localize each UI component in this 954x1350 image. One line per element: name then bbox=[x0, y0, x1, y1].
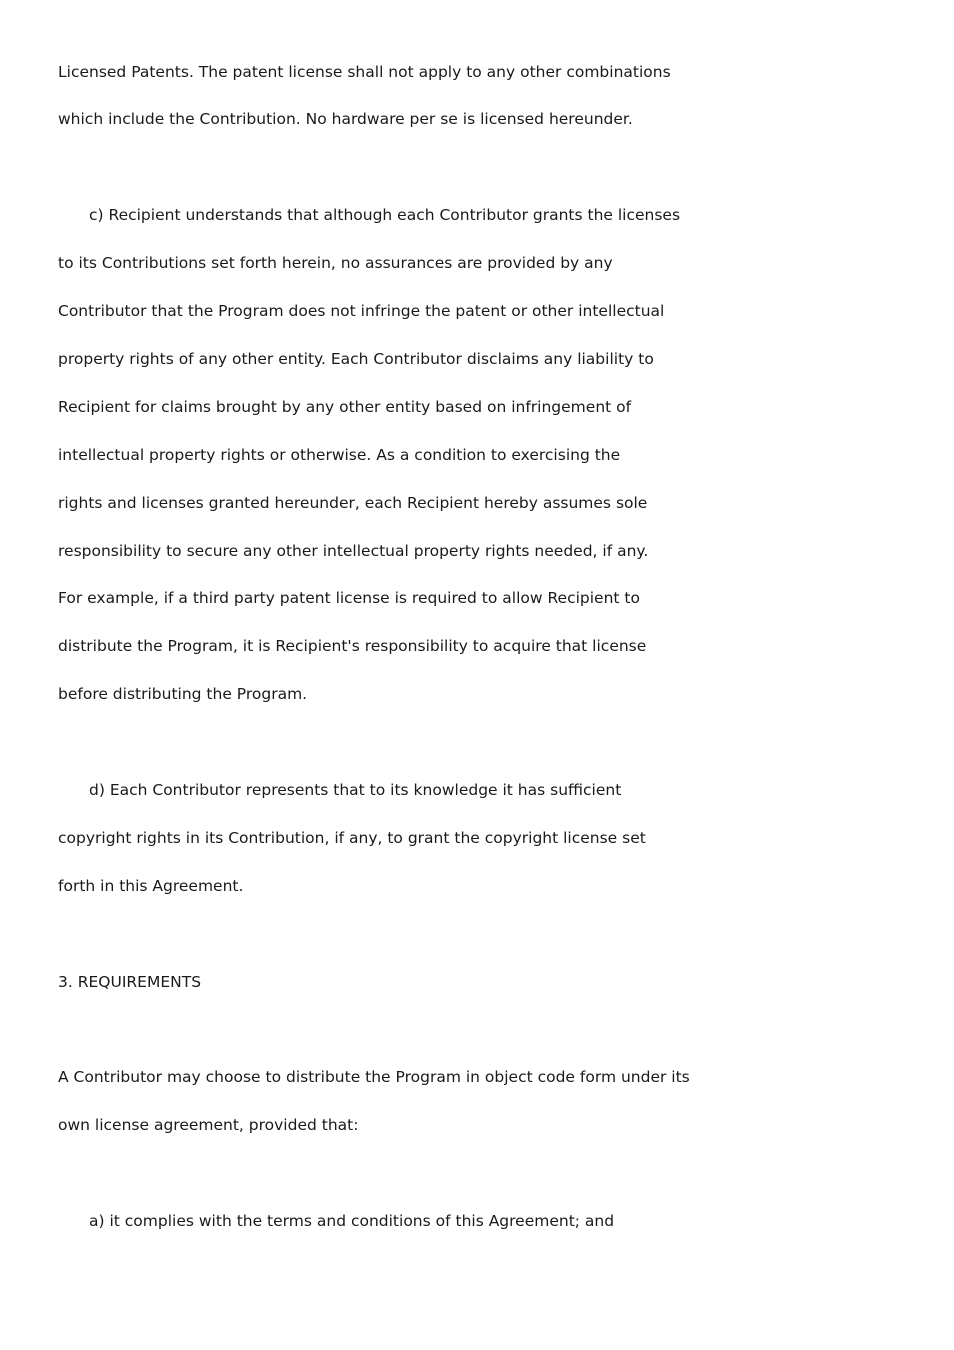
text-line: property rights of any other entity. Each Contributor disclaims any liability to bbox=[58, 350, 654, 368]
text-line: responsibility to secure any other intellectual property rights needed, if any. bbox=[58, 542, 649, 560]
text-line: A Contributor may choose to distribute the Program in object code form under its bbox=[58, 1068, 690, 1086]
section-heading: 3. REQUIREMENTS bbox=[58, 973, 202, 991]
text-line: to its Contributions set forth herein, no assurances are provided by any bbox=[58, 254, 613, 272]
text-line: forth in this Agreement. bbox=[58, 877, 244, 895]
text-line: copyright rights in its Contribution, if any, to grant the copyright license set bbox=[58, 829, 646, 847]
text-line: d) Each Contributor represents that to its knowledge it has sufficient bbox=[89, 781, 622, 799]
text-line: c) Recipient understands that although each Contributor grants the licenses bbox=[89, 206, 681, 224]
text-line: which include the Contribution. No hardware per se is licensed hereunder. bbox=[58, 110, 633, 128]
text-line: a) it complies with the terms and conditions of this Agreement; and bbox=[89, 1212, 615, 1230]
text-line: own license agreement, provided that: bbox=[58, 1116, 359, 1134]
text-line: Contributor that the Program does not infringe the patent or other intellectual bbox=[58, 302, 665, 320]
text-line: distribute the Program, it is Recipient's responsibility to acquire that license bbox=[58, 637, 647, 655]
text-line: Recipient for claims brought by any other entity based on infringement of bbox=[58, 398, 632, 416]
text-line: before distributing the Program. bbox=[58, 685, 308, 703]
text-line: Licensed Patents. The patent license shall not apply to any other combinations bbox=[58, 63, 671, 81]
text-line: For example, if a third party patent license is required to allow Recipient to bbox=[58, 589, 640, 607]
text-line: rights and licenses granted hereunder, each Recipient hereby assumes sole bbox=[58, 494, 648, 512]
text-line: intellectual property rights or otherwise. As a condition to exercising the bbox=[58, 446, 621, 464]
